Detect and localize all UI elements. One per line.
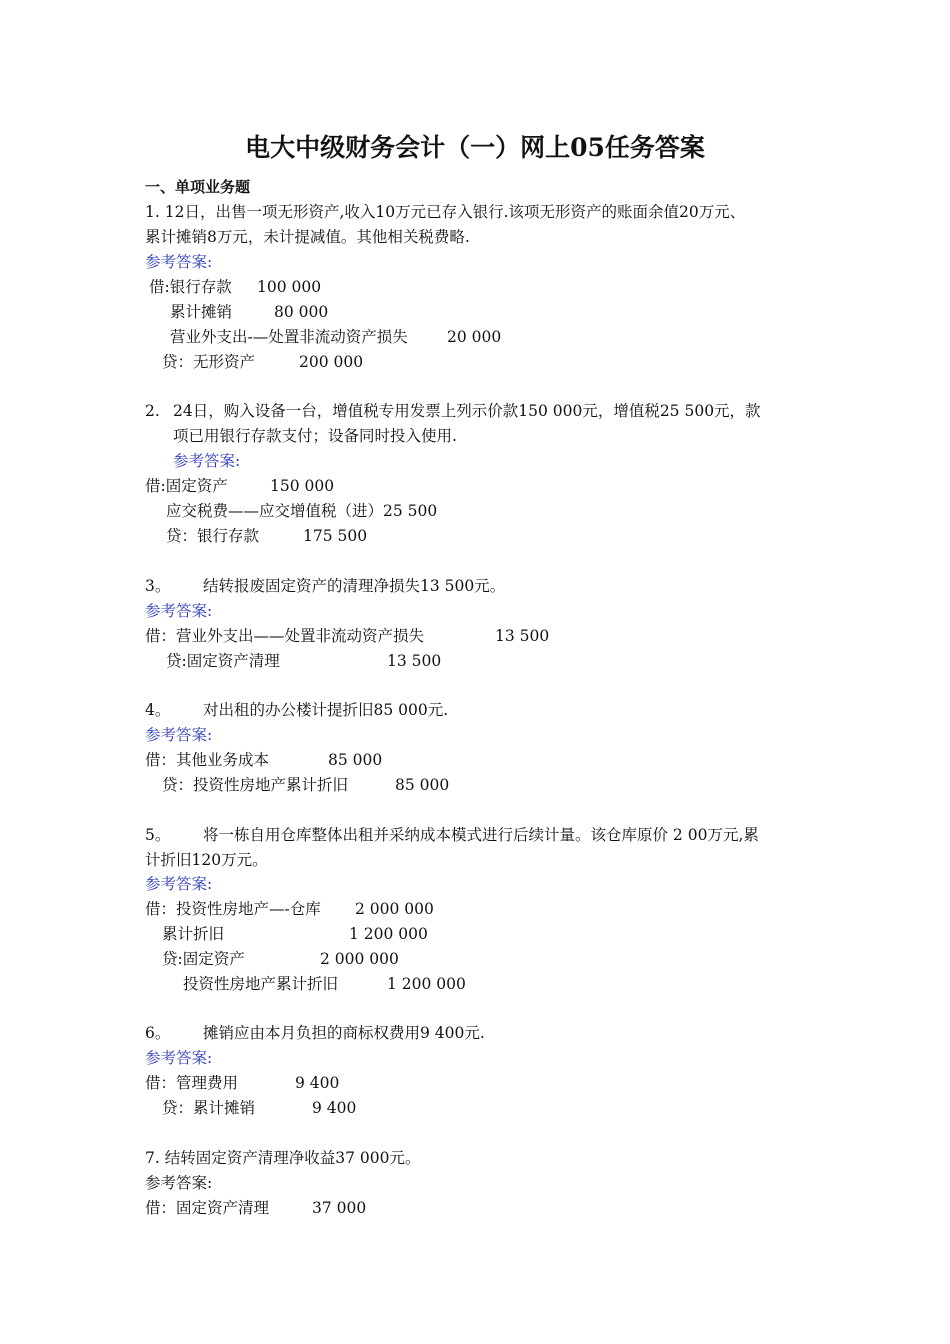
q3-entry1-amount: 13 500 bbox=[495, 627, 550, 645]
q4-text: 对出租的办公楼计提折旧85 000元. bbox=[203, 701, 449, 719]
q3-entry1-account: 借：营业外支出——处置非流动资产损失 bbox=[145, 627, 425, 645]
q7-entry1-amount: 37 000 bbox=[312, 1199, 367, 1217]
q5-entry1-account: 借：投资性房地产—-仓库 bbox=[145, 900, 321, 918]
q3-number: 3。 bbox=[145, 577, 171, 595]
q1-entry3-account: 营业外支出-—处置非流动资产损失 bbox=[170, 328, 408, 346]
q6-entry1-amount: 9 400 bbox=[295, 1074, 340, 1092]
q4-entry1-amount: 85 000 bbox=[328, 751, 383, 769]
q4-number: 4。 bbox=[145, 701, 171, 719]
q4-answer-label: 参考答案: bbox=[145, 726, 213, 744]
q6-entry2-amount: 9 400 bbox=[312, 1099, 357, 1117]
q1-text-line1: 1. 12日，出售一项无形资产,收入10万元已存入银行.该项无形资产的账面余值20万元、 bbox=[145, 203, 746, 221]
q5-entry3-account: 贷:固定资产 bbox=[162, 950, 245, 968]
q6-number: 6。 bbox=[145, 1024, 171, 1042]
q5-entry4-account: 投资性房地产累计折旧 bbox=[183, 975, 339, 993]
q2-entry3-amount: 175 500 bbox=[303, 527, 368, 545]
q1-entry2-account: 累计摊销 bbox=[170, 303, 233, 321]
q2-text-line2: 项已用银行存款支付；设备同时投入使用. bbox=[173, 427, 457, 445]
q4-entry1-account: 借：其他业务成本 bbox=[145, 751, 270, 769]
q5-entry1-amount: 2 000 000 bbox=[355, 900, 434, 918]
q2-entry3-account: 贷：银行存款 bbox=[166, 527, 260, 545]
q7-answer-label: 参考答案: bbox=[145, 1174, 213, 1192]
q5-text-line2: 计折旧120万元。 bbox=[145, 851, 268, 869]
q1-entry4-account: 贷：无形资产 bbox=[162, 353, 256, 371]
q3-entry2-account: 贷:固定资产清理 bbox=[166, 652, 280, 670]
q4-entry2-account: 贷：投资性房地产累计折旧 bbox=[162, 776, 349, 794]
q7-text: 7. 结转固定资产清理净收益37 000元。 bbox=[145, 1149, 421, 1167]
q3-text: 结转报废固定资产的清理净损失13 500元。 bbox=[203, 577, 506, 595]
q5-entry4-amount: 1 200 000 bbox=[387, 975, 466, 993]
q5-number: 5。 bbox=[145, 826, 171, 844]
q2-entry1-amount: 150 000 bbox=[270, 477, 335, 495]
section-heading: 一、单项业务题 bbox=[145, 178, 251, 196]
q2-entry2-text: 应交税费——应交增值税（进）25 500 bbox=[166, 502, 438, 520]
q2-number: 2. bbox=[145, 402, 160, 420]
q2-answer-label: 参考答案: bbox=[173, 452, 241, 470]
q1-entry2-amount: 80 000 bbox=[274, 303, 329, 321]
q1-entry3-amount: 20 000 bbox=[447, 328, 502, 346]
q1-entry1-account: 借:银行存款 bbox=[149, 278, 232, 296]
q6-entry1-account: 借：管理费用 bbox=[145, 1074, 239, 1092]
q4-entry2-amount: 85 000 bbox=[395, 776, 450, 794]
q3-entry2-amount: 13 500 bbox=[387, 652, 442, 670]
document-title: 电大中级财务会计（一）网上05任务答案 bbox=[245, 133, 705, 162]
q1-answer-label: 参考答案: bbox=[145, 253, 213, 271]
q7-entry1-account: 借：固定资产清理 bbox=[145, 1199, 270, 1217]
q5-entry2-account: 累计折旧 bbox=[162, 925, 225, 943]
q2-entry1-account: 借:固定资产 bbox=[145, 477, 228, 495]
q5-entry2-amount: 1 200 000 bbox=[349, 925, 428, 943]
q3-answer-label: 参考答案: bbox=[145, 602, 213, 620]
q5-answer-label: 参考答案: bbox=[145, 875, 213, 893]
q5-text-line1: 将一栋自用仓库整体出租并采纳成本模式进行后续计量。该仓库原价 2 00万元,累 bbox=[203, 826, 759, 844]
q6-answer-label: 参考答案: bbox=[145, 1049, 213, 1067]
q2-text-line1: 24日，购入设备一台，增值税专用发票上列示价款150 000元，增值税25 500元，款 bbox=[173, 402, 761, 420]
q1-text-line2: 累计摊销8万元，未计提减值。其他相关税费略. bbox=[145, 228, 470, 246]
q6-entry2-account: 贷：累计摊销 bbox=[162, 1099, 256, 1117]
q6-text: 摊销应由本月负担的商标权费用9 400元. bbox=[203, 1024, 485, 1042]
q1-entry1-amount: 100 000 bbox=[257, 278, 322, 296]
q5-entry3-amount: 2 000 000 bbox=[320, 950, 399, 968]
q1-entry4-amount: 200 000 bbox=[299, 353, 364, 371]
